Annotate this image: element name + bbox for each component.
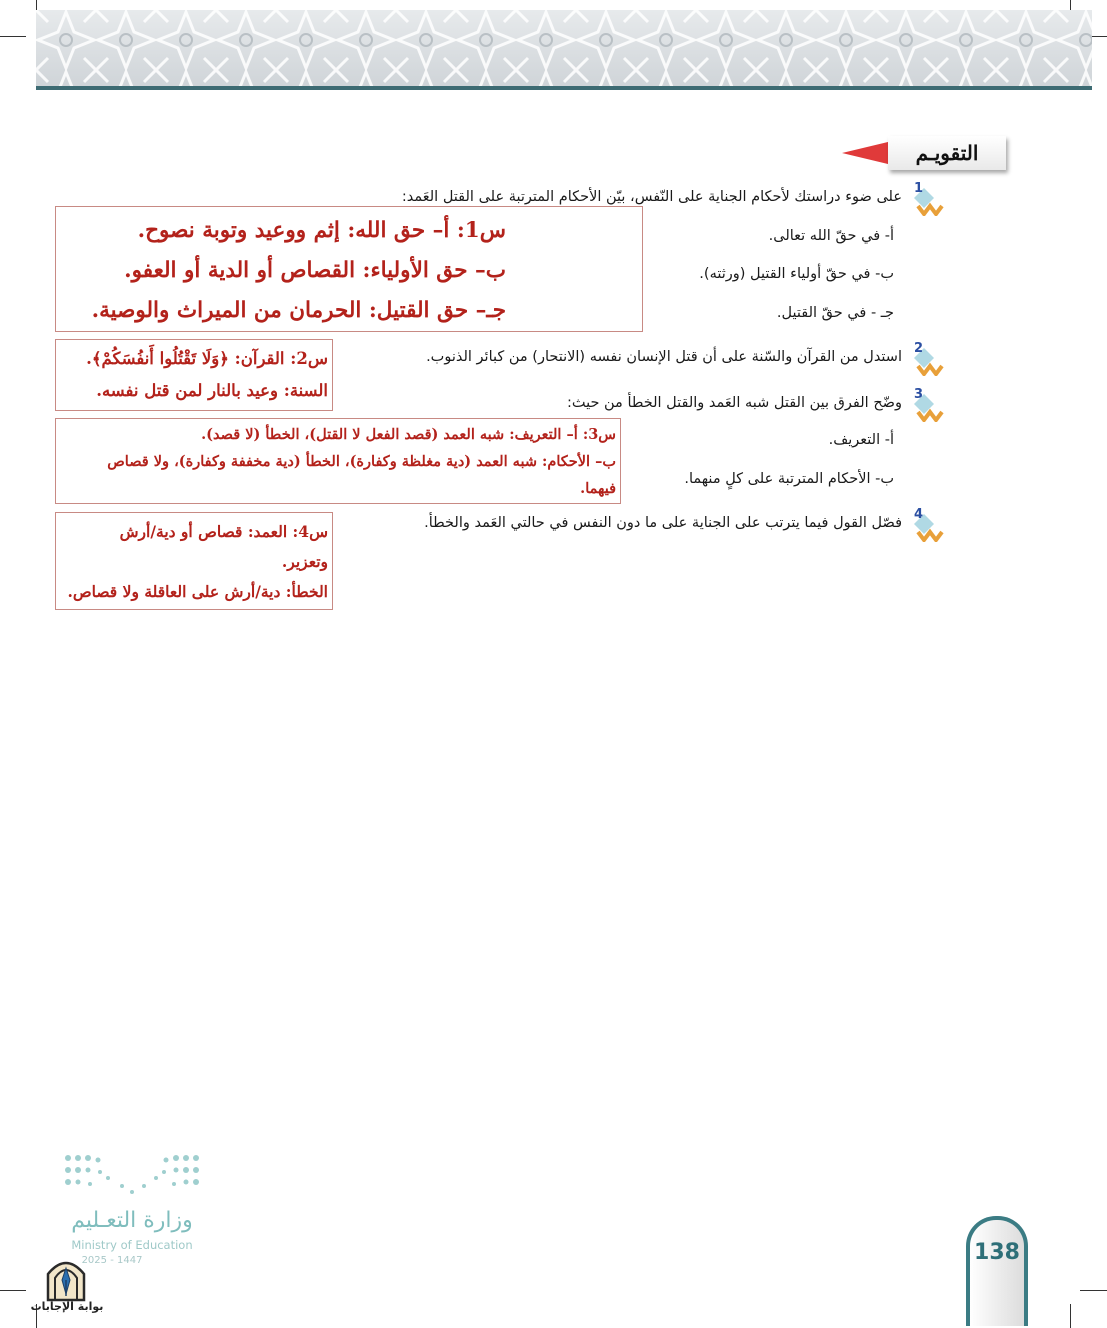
question-number: 3 <box>914 387 924 402</box>
answer-4-line-3: الخطأ: دية/أرش على العاقلة ولا قصاص. <box>67 582 328 601</box>
answer-2-line-1: س2: القرآن: ﴿وَلَا تَقْتُلُوا أَنفُسَكُمْ﴾. <box>86 349 328 368</box>
portal-logo-icon <box>42 1256 90 1302</box>
question-1-text: على ضوء دراستك لأحكام الجناية على النّفس، بيّن الأحكام المترتبة على القتل العَمد: <box>401 189 902 205</box>
banner-divider <box>36 86 1092 90</box>
question-marker-1 <box>910 181 946 216</box>
answer-3-line-2: ب– الأحكام: شبه العمد (دية مغلظة وكفارة)، الخطأ (دية مخففة وكفارة)، ولا قصاص <box>107 453 616 470</box>
question-number: 2 <box>914 341 924 356</box>
section-heading <box>842 136 1008 172</box>
ministry-years: 2025 - 1447 <box>81 1255 143 1266</box>
question-4-text: فصّل القول فيما يترتب على الجناية على ما دون النفس في حالتي العَمد والخطأ. <box>424 515 902 531</box>
ministry-logo-icon <box>62 1152 202 1198</box>
question-1-item-c: جـ - في حقّ القتيل. <box>776 305 894 321</box>
answer-4-line-2: وتعزير. <box>281 552 328 571</box>
answer-box-2 <box>55 339 333 411</box>
page-number-tab <box>966 1216 1028 1326</box>
question-number: 1 <box>914 181 924 196</box>
question-1-item-a: أ- في حقّ الله تعالى. <box>768 228 894 244</box>
crop-mark <box>0 1290 26 1291</box>
answer-4-line-1: س4: العمد: قصاص أو دية/أرش <box>119 522 328 541</box>
answer-1-line-1: س1: أ– حق الله: إثم ووعيد وتوبة نصوح. <box>137 218 506 243</box>
question-1-item-b: ب- في حقّ أولياء القتيل (ورثته). <box>699 266 894 282</box>
ministry-name-english: Ministry of Education <box>71 1238 193 1252</box>
geometric-pattern-icon <box>36 10 1092 88</box>
question-number: 4 <box>914 507 924 522</box>
question-marker-3 <box>910 387 946 422</box>
header-banner <box>36 10 1092 88</box>
page-number: 138 <box>974 1240 1020 1265</box>
crop-mark <box>0 36 26 37</box>
question-2-text: استدل من القرآن والسّنة على أن قتل الإنسان نفسه (الانتحار) من كبائر الذنوب. <box>426 349 902 365</box>
ministry-name-arabic: وزارة التعـليم <box>71 1208 193 1233</box>
crop-mark <box>1070 1304 1071 1328</box>
answer-box-4 <box>55 512 333 610</box>
question-3-text: وضّح الفرق بين القتل شبه العَمد والقتل الخطأ من حيث: <box>566 395 902 411</box>
answer-3-line-1: س3: أ– التعريف: شبه العمد (قصد الفعل لا القتل)، الخطأ (لا قصد). <box>201 426 616 443</box>
portal-name: بوابة الإجابات <box>30 1300 104 1313</box>
answer-box-3 <box>55 418 621 504</box>
section-title: التقويـم <box>888 136 1006 170</box>
question-marker-4 <box>910 507 946 542</box>
answer-box-1 <box>55 206 643 332</box>
arrow-icon <box>842 141 892 165</box>
answer-1-line-2: ب– حق الأولياء: القصاص أو الدية أو العفو. <box>124 258 506 283</box>
question-marker-2 <box>910 341 946 376</box>
question-3-item-a: أ- التعريف. <box>828 432 894 448</box>
answer-3-line-3: فيهما. <box>580 480 616 497</box>
answer-2-line-2: السنة: وعيد بالنار لمن قتل نفسه. <box>96 381 328 400</box>
question-3-item-b: ب- الأحكام المترتبة على كلٍ منهما. <box>684 471 894 487</box>
crop-mark <box>1080 1290 1107 1291</box>
answer-1-line-3: جـ– حق القتيل: الحرمان من الميراث والوصية. <box>91 298 506 323</box>
